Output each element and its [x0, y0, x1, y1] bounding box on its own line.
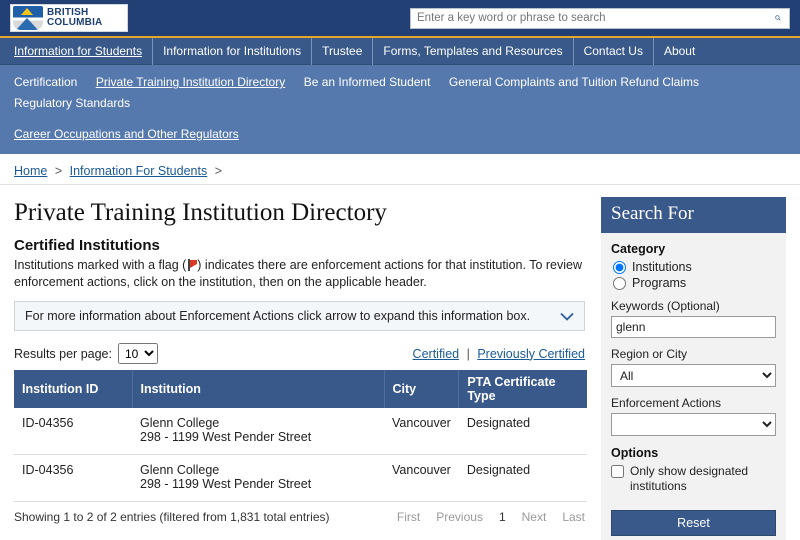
column-header-institution[interactable]: Institution	[132, 370, 384, 408]
keywords-input[interactable]	[611, 316, 776, 338]
sidebar-body	[601, 233, 786, 540]
institution-name[interactable]: Glenn College	[140, 463, 220, 477]
region-label: Region or City	[611, 347, 688, 361]
intro-text-before: Institutions marked with a flag (	[14, 258, 187, 272]
only-designated-label: Only show designated institutions	[630, 464, 749, 493]
subnav-item-career-occupations-and-other-regulators[interactable]: Career Occupations and Other Regulators	[14, 127, 239, 141]
nav-item-information-for-students[interactable]: Information for Students	[14, 38, 153, 65]
subnav-item-be-an-informed-student[interactable]: Be an Informed Student	[303, 75, 431, 89]
pagination-last[interactable]: Last	[562, 510, 585, 524]
pagination-previous[interactable]: Previous	[436, 510, 483, 524]
enforcement-actions-select[interactable]	[611, 413, 776, 436]
radio-institutions-input[interactable]	[613, 261, 626, 274]
bc-gov-logo[interactable]	[10, 4, 128, 32]
cell-certificate-type: Designated	[459, 455, 587, 502]
cell-institution-id: ID-04356	[14, 408, 132, 455]
main-column	[12, 185, 587, 540]
results-per-page-select[interactable]	[118, 343, 158, 364]
table-row[interactable]	[14, 408, 587, 455]
column-header-city[interactable]: City	[384, 370, 459, 408]
subnav-item-private-training-institution-directory[interactable]: Private Training Institution Directory	[95, 75, 286, 89]
radio-programs[interactable]	[613, 276, 776, 290]
institution-address: 298 - 1199 West Pender Street	[140, 430, 312, 444]
table-header	[14, 370, 587, 408]
bc-flag-icon	[13, 6, 43, 30]
enforcement-flag-icon	[186, 259, 197, 271]
certification-filter-links	[413, 347, 585, 361]
only-designated-checkbox[interactable]	[611, 464, 776, 494]
breadcrumb-item-information-for-students[interactable]: Information For Students	[69, 164, 208, 178]
results-controls	[14, 343, 585, 364]
link-certified[interactable]: Certified	[412, 346, 460, 361]
logo-text	[47, 8, 102, 29]
results-per-page-label: Results per page:	[14, 346, 112, 361]
link-separator: |	[466, 346, 470, 361]
pagination-next[interactable]: Next	[521, 510, 547, 524]
column-header-pta-certificate-type[interactable]: PTA Certificate Type	[459, 370, 587, 408]
reset-button[interactable]: Reset	[611, 510, 776, 536]
only-designated-input[interactable]	[611, 465, 624, 478]
institution-address: 298 - 1199 West Pender Street	[140, 477, 312, 491]
radio-institutions-label: Institutions	[632, 260, 692, 274]
subnav-item-certification[interactable]: Certification	[14, 75, 78, 89]
page-content	[0, 185, 800, 540]
cell-institution-id: ID-04356	[14, 455, 132, 502]
search-input[interactable]	[410, 8, 790, 29]
secondary-navigation	[0, 65, 800, 154]
cell-certificate-type: Designated	[459, 408, 587, 455]
keywords-label: Keywords (Optional)	[611, 299, 720, 313]
breadcrumb-separator: >	[54, 164, 63, 178]
page-title: Private Training Institution Directory	[14, 199, 387, 226]
radio-programs-label: Programs	[632, 276, 687, 290]
pagination-page-1[interactable]: 1	[498, 510, 506, 524]
section-heading: Certified Institutions	[14, 237, 160, 254]
enforcement-info-box[interactable]	[14, 301, 585, 331]
intro-text-after: ) indicates there are enforcement actions for that institution. To review enforcement actions, click on the institution, then on the applicable header.	[14, 258, 582, 289]
subnav-item-general-complaints-and-tuition-refund-claims[interactable]: General Complaints and Tuition Refund Claims	[448, 75, 700, 89]
logo-line-1: BRITISH	[47, 6, 89, 18]
enforcement-info-text: For more information about Enforcement Actions click arrow to expand this information box.	[25, 309, 531, 323]
pagination-first[interactable]: First	[396, 510, 421, 524]
site-header	[0, 0, 800, 38]
nav-item-contact-us[interactable]: Contact Us	[574, 38, 654, 65]
logo-line-2: COLUMBIA	[47, 17, 103, 28]
radio-programs-input[interactable]	[613, 277, 626, 290]
cell-institution[interactable]	[132, 455, 384, 502]
cell-city: Vancouver	[384, 408, 459, 455]
nav-item-about[interactable]: About	[663, 43, 696, 58]
breadcrumb-separator-trailing: >	[214, 164, 222, 178]
nav-item-information-for-institutions[interactable]: Information for Institutions	[153, 38, 312, 65]
site-search	[410, 8, 790, 29]
pagination	[397, 510, 585, 524]
enforcement-actions-label: Enforcement Actions	[611, 396, 722, 410]
table-body	[14, 408, 587, 502]
breadcrumb-item-home[interactable]: Home	[14, 164, 48, 178]
category-label: Category	[611, 242, 666, 256]
link-previously-certified[interactable]: Previously Certified	[477, 346, 585, 361]
column-header-institution-id[interactable]: Institution ID	[14, 370, 132, 408]
region-select[interactable]	[611, 364, 776, 387]
nav-item-trustee[interactable]: Trustee	[312, 38, 373, 65]
radio-institutions[interactable]	[613, 260, 776, 274]
table-header-row	[14, 370, 587, 408]
institution-name[interactable]: Glenn College	[140, 416, 220, 430]
showing-entries-text: Showing 1 to 2 of 2 entries (filtered from 1,831 total entries)	[14, 510, 330, 524]
table-row[interactable]	[14, 455, 587, 502]
primary-navigation	[0, 38, 800, 65]
chevron-down-icon[interactable]	[560, 308, 574, 324]
breadcrumb	[0, 154, 800, 185]
cell-city: Vancouver	[384, 455, 459, 502]
nav-item-forms-templates-resources[interactable]: Forms, Templates and Resources	[373, 38, 573, 65]
subnav-item-regulatory-standards[interactable]: Regulatory Standards	[14, 96, 131, 110]
cell-institution[interactable]	[132, 408, 384, 455]
intro-paragraph	[14, 257, 585, 291]
institutions-table	[14, 370, 587, 502]
search-icon[interactable]	[769, 10, 787, 27]
options-label: Options	[611, 446, 659, 460]
search-sidebar	[601, 185, 786, 540]
sidebar-heading: Search For	[601, 197, 786, 233]
table-footer	[14, 510, 585, 524]
